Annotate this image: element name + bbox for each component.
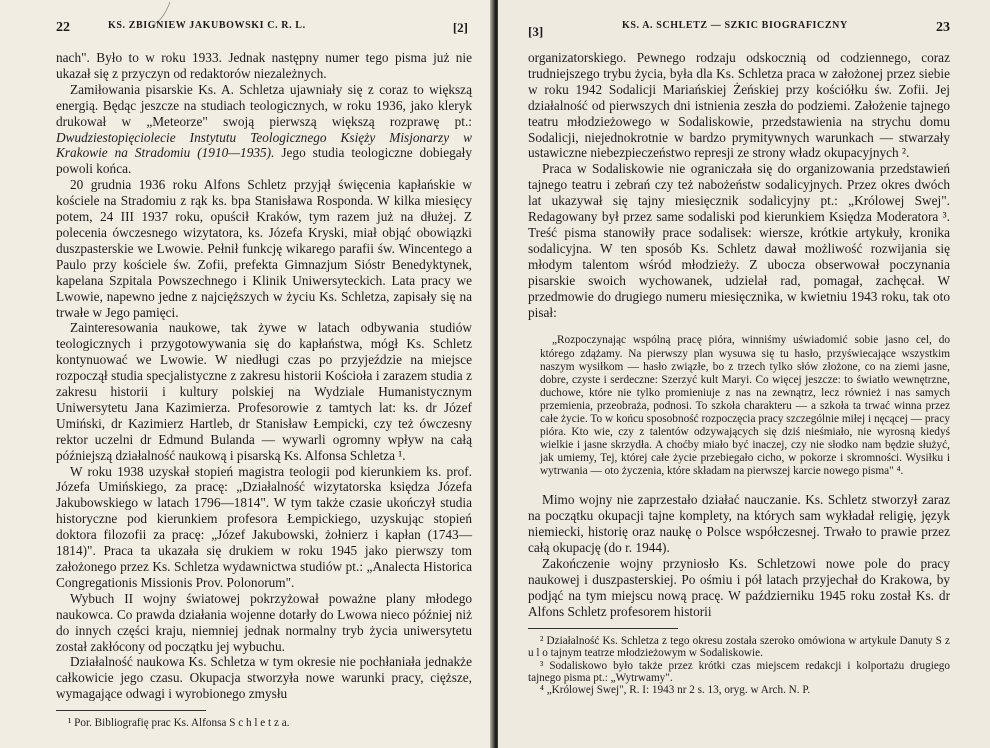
footnote-divider	[528, 628, 678, 629]
left-paragraph: Działalność naukowa Ks. Schletza w tym okresie nie pochłaniała jednakże całkowicie jego czasu. Okupacja stworzyła nowe warunki pracy, cięższe, wymagające odwagi i wyrobionego zmysłu	[56, 654, 472, 702]
right-paragraph: Praca w Sodaliskowie nie ograniczała się do organizowania przedstawień tajnego teatru i zebrań czy też nabożeństw sodalicyjnych. Przez okres dwóch lat ukazywał się tajny miesięcznik sodalicyjny pt.: „Królowej Swej". Redagowany był przez same sodaliski pod kierunkiem Księdza Moderatora ³. Treść pisma stanowiły prace sodalisek: wiersze, krótkie artykuły, kronika sodalicyjna. W ten sposób Ks. Schletz dawał możliwość rozwijania się młodym talentom wśród młodzieży. Z ubocza obserwował poczynania pisarskie swoich wychowanek, udzielał rad, pomagał, zachęcał. W przedmowie do drugiego numeru miesięcznika, w kwietniu 1943 roku, tak oto pisał:	[528, 161, 950, 320]
right-paragraph: Mimo wojny nie zaprzestało działać nauczanie. Ks. Schletz stworzył zaraz na początku okupacji tajne komplety, na których sam wykładał religię, język niemiecki, historię oraz naukę o Polsce współczesnej. Trwało to prawie przez całą okupację (do r. 1944).	[528, 492, 950, 556]
left-paragraph: Zainteresowania naukowe, tak żywe w latach odbywania studiów teologicznych i przygotowywania się do kapłaństwa, mógł Ks. Schletz kontynuować we Lwowie. W niedługi czas po przyjeździe na miejsce rozpoczął studia specjalistyczne z zakresu historii Kościoła i zarazem studia z zakresu historii i kultury polskiej na Wydziale Humanistycznym Uniwersytetu Jana Kazimierza. Profesorowie z tamtych lat: ks. dr Józef Umiński, dr Kazimierz Hartleb, dr Stanisław Łempicki, czy też ówczesny rektor uczelni dr Edmund Bulanda — wywarli ogromny wpływ na całą późniejszą działalność naukową i pisarską Ks. Alfonsa Schletza ¹.	[56, 320, 472, 463]
right-page-number: 23	[936, 20, 950, 35]
right-body-text-continued	[528, 492, 950, 619]
right-paragraph: Zakończenie wojny przyniosło Ks. Schletzowi nowe pole do pracy naukowej i duszpasterskiej. Po ośmiu i pół latach przyjechał do Krakowa, by podjąć na tym miejscu nową pracę. W październiku 1945 roku został Ks. dr Alfons Schletz profesorem historii	[528, 556, 950, 619]
right-footnote: ² Działalność Ks. Schletza z tego okresu została szeroko omówiona w artykule Danuty S z u l o tajnym teatrze młodzieżowym w Sodaliskowie.	[528, 634, 950, 660]
left-section-mark: [2]	[452, 20, 468, 35]
left-footnote: ¹ Por. Bibliografię prac Ks. Alfonsa S c h l e t z a.	[68, 717, 290, 730]
right-page-header	[528, 16, 950, 42]
right-page	[498, 0, 990, 748]
left-page-number: 22	[56, 20, 70, 35]
left-paragraph: Wybuch II wojny światowej pokrzyżował poważne plany młodego naukowca. Co prawda działania wojenne dotarły do Lwowa nieco później niż do innych części kraju, niemniej jednak normalny tryb życia uniwersytetu został zakłócony od początku jej wybuchu.	[56, 590, 472, 654]
left-page-header	[56, 16, 472, 42]
italic-title: Dwudziestopięciolecie Instytutu Teologicznego Księży Misjonarzy w Krakowie na Stradomiu (1910—1935).	[56, 129, 472, 161]
left-paragraph: W roku 1938 uzyskał stopień magistra teologii pod kierunkiem ks. prof. Józefa Umińskiego, za pracę: „Działalność wizytatorska księdza Józefa Jakubowskiego w latach 1796—1814". W tym także czasie ukończył studia historyczne pod kierunkiem profesora Łempickiego, uzyskując stopień doktora filozofii za pracę: „Józef Jakubowski, żołnierz i kapłan (1743—1814)". Praca ta ukazała się drukiem w roku 1945 jako pierwszy tom założonego przez Ks. Schletza wydawnictwa studiów pt.: „Analecta Historica Congregationis Missionis Prov. Polonorum".	[56, 463, 472, 590]
left-paragraph: nach". Było to w roku 1933. Jednak następny numer tego pisma już nie ukazał się z przyczyn od redaktorów niezależnych.	[56, 50, 472, 81]
left-body-text	[56, 50, 472, 702]
right-running-title: KS. A. SCHLETZ — SZKIC BIOGRAFICZNY	[622, 20, 848, 31]
footnote-divider	[56, 710, 206, 711]
right-paragraph: organizatorskiego. Pewnego rodzaju odskocznią od codziennego, coraz trudniejszego trybu życia, była dla Ks. Schletza praca w założonej przez siebie w roku 1942 Sodalicji Mariańskiej Żeńskiej przy kościółku św. Zofii. Jej działalność od pierwszych dni istnienia zeszła do podziemi. Założenie tajnego teatru młodzieżowego w Sodaliskowie, przedstawienia na strychu domu Sodalicji, niejednokrotnie w bardzo prymitywnych warunkach — stwarzały ustawiczne niebezpieczeństwo represji ze strony władz okupacyjnych ².	[528, 50, 950, 161]
right-section-mark: [3]	[528, 24, 544, 39]
right-body-text	[528, 50, 950, 320]
left-running-title: KS. ZBIGNIEW JAKUBOWSKI C. R. L.	[108, 20, 306, 31]
left-page	[0, 0, 494, 748]
left-paragraph: Zamiłowania pisarskie Ks. A. Schletza ujawniały się z coraz to większą energią. Będąc jeszcze na studiach teologicznych, w roku 1936, jako kleryk drukował w „Meteorze" swoją pierwszą większą rozprawę pt.: Dwudziestopięciolecie Instytutu Teologicznego Księży Misjonarzy w Krakowie na Stradomiu (1910—1935). Jego studia teologiczne dobiegały powoli końca.	[56, 81, 472, 177]
block-quote: „Rozpoczynając wspólną pracę pióra, winniśmy uświadomić sobie jasno cel, do którego zdążamy. Na pierwszy plan wysuwa się tu hasło, przyświecające wszystkim naszym wysiłkom — hasło związłe, bo z trzech tylko słów złożone, co na ziemi jasne, dobre, czyste i serdeczne: Szerzyć kult Maryi. Co więcej jeszcze: to światło wewnętrzne, duchowe, które nie tylko promieniuje z nas na zewnątrz, lecz również i nas samych przemienia, przeobraża, podnosi. To szkoła charakteru — a szkoła ta trwać winna przez całe życie. To w końcu sposobność rozpoczęcia pracy szczególnie miłej i nęcącej — pracy pióra. Kto wie, czy z talentów odzywających się dziś nieśmiało, nie wyrosną kiedyś wielkie i jasne skrzydła. A choćby miało być inaczej, czy nie słodko nam będzie służyć, jak umiemy, Tej, której całe życie przebiegało cicho, w pokorze i skromności. Wysiłku i wytrwania — oto życzenia, które składam na pierwszej karcie nowego pisma" ⁴.	[540, 334, 950, 478]
left-paragraph: 20 grudnia 1936 roku Alfons Schletz przyjął święcenia kapłańskie w kościele na Stradomiu z rąk ks. bpa Stanisława Rosponda. W kilka miesięcy potem, 24 III 1937 roku, opuścił Kraków, tym razem już na dłużej. Z polecenia ówczesnego wizytatora, ks. Józefa Kryski, miał objąć obowiązki duszpasterskie we Lwowie. Pełnił funkcję wikarego parafii św. Wincentego a Paulo przy kościele św. Zofii, prefekta Gimnazjum Sióstr Benedyktynek, kapelana Szpitala Powszechnego i Klinik Uniwersyteckich. Lata pracy we Lwowie, napewno jedne z najcięższych w życiu Ks. Schletza, zapisały się na trwałe w Jego pamięci.	[56, 177, 472, 320]
right-footnote: ³ Sodaliskowo było także przez krótki czas miejscem redakcji i kolportażu drugiego tajnego pisma pt.: „Wytrwamy".	[528, 659, 950, 684]
right-footnote: ⁴ „Królowej Swej", R. I: 1943 nr 2 s. 13, oryg. w Arch. N. P.	[540, 684, 811, 697]
